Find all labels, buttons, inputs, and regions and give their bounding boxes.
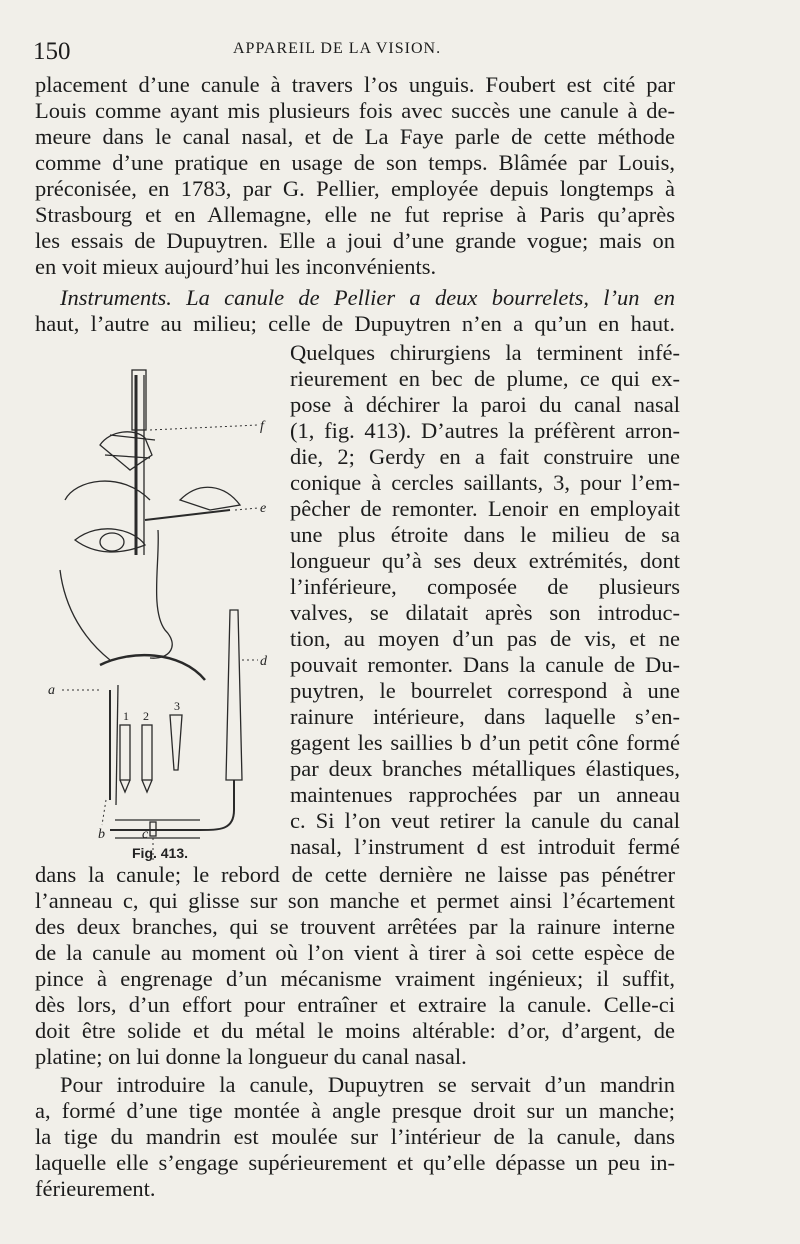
figure-number-1: 1 <box>123 709 129 723</box>
text-line: pince à engrenage d’un mécanisme vraiment ingénieux; il suffit, <box>35 966 675 991</box>
text-line: die, 2; Gerdy en a fait construire une <box>290 444 680 469</box>
text-line: en voit mieux aujourd’hui les inconvénients. <box>35 254 437 279</box>
text-line: pêcher de remonter. Lenoir en employait <box>290 496 680 521</box>
text-line: c. Si l’on veut retirer la canule du canal <box>290 808 680 833</box>
text-line: gagent les saillies b d’un petit cône formé <box>290 730 680 755</box>
figure-illustration <box>40 360 290 870</box>
page-header <box>33 36 673 66</box>
text-line: platine; on lui donne la longueur du canal nasal. <box>35 1044 467 1069</box>
text-line: comme d’une pratique en usage de son temps. Blâmée par Louis, <box>35 150 675 175</box>
text-line: l’anneau c, qui glisse sur son manche et permet ainsi l’écartement <box>35 888 675 913</box>
figure-label-e: e <box>260 501 267 516</box>
text-line: haut, l’autre au milieu; celle de Dupuytren n’en a qu’un en haut. <box>35 311 675 336</box>
figure-413 <box>40 360 290 870</box>
figure-label-c: c <box>142 827 149 842</box>
figure-label-f: f <box>260 419 264 434</box>
text-line: dans la canule; le rebord de cette dernière ne laisse pas pénétrer <box>35 862 675 887</box>
text-line: pouvait remonter. Dans la canule de Du- <box>290 652 680 677</box>
italic-heading: Instruments. La canule de Pellier a deux bourrelets, l’un en <box>60 285 675 310</box>
figure-label-a: a <box>48 683 55 698</box>
figure-label-d: d <box>260 654 267 669</box>
text-line: les essais de Dupuytren. Elle a joui d’une grande vogue; mais on <box>35 228 675 253</box>
text-line: doit être solide et du métal le moins altérable: d’or, d’argent, de <box>35 1018 675 1043</box>
text-line: rainure intérieure, dans laquelle s’en- <box>290 704 680 729</box>
text-line: puytren, le bourrelet correspond à une <box>290 678 680 703</box>
text-line: placement d’une canule à travers l’os unguis. Foubert est cité par <box>35 72 675 97</box>
text-line: meure dans le canal nasal, et de La Faye parle de cette méthode <box>35 124 675 149</box>
text-line: une plus étroite dans le milieu de sa <box>290 522 680 547</box>
text-line: de la canule au moment où l’on vient à tirer à soi cette espèce de <box>35 940 675 965</box>
text-line: longueur qu’à ses deux extrémités, dont <box>290 548 680 573</box>
text-line: pose à déchirer la paroi du canal nasal <box>290 392 680 417</box>
text-line: rieurement en bec de plume, ce qui ex- <box>290 366 680 391</box>
text-line-instruments <box>60 285 675 311</box>
text-line: Louis comme ayant mis plusieurs fois avec succès une canule à de- <box>35 98 675 123</box>
text-line: férieurement. <box>35 1176 156 1201</box>
text-line: tion, au moyen d’un pas de vis, et ne <box>290 626 680 651</box>
text-line: nasal, l’instrument d est introduit fermé <box>290 834 680 859</box>
text-line: laquelle elle s’engage supérieurement et qu’elle dépasse un peu in- <box>35 1150 675 1175</box>
figure-number-3: 3 <box>174 699 180 713</box>
figure-number-2: 2 <box>143 709 149 723</box>
text-line: Pour introduire la canule, Dupuytren se servait d’un mandrin <box>60 1072 675 1097</box>
text-line: dès lors, d’un effort pour entraîner et extraire la canule. Celle-ci <box>35 992 675 1017</box>
page-number: 150 <box>33 38 71 65</box>
text-line: Quelques chirurgiens la terminent infé- <box>290 340 680 365</box>
text-line: préconisée, en 1783, par G. Pellier, employée depuis longtemps à <box>35 176 675 201</box>
figure-label-b: b <box>98 827 105 842</box>
text-line: (1, fig. 413). D’autres la préfèrent arron- <box>290 418 680 443</box>
text-line: Strasbourg et en Allemagne, elle ne fut reprise à Paris qu’après <box>35 202 675 227</box>
text-line: valves, se dilatait après son introduc- <box>290 600 680 625</box>
text-line: a, formé d’une tige montée à angle presque droit sur un manche; <box>35 1098 675 1123</box>
text-line: l’inférieure, composée de plusieurs <box>290 574 680 599</box>
text-line: maintenues rapprochées par un anneau <box>290 782 680 807</box>
text-line: conique à cercles saillants, 3, pour l’em- <box>290 470 680 495</box>
figure-caption: Fig. 413. <box>132 845 189 861</box>
text-line: par deux branches métalliques élastiques, <box>290 756 680 781</box>
text-line: la tige du mandrin est moulée sur l’intérieur de la canule, dans <box>35 1124 675 1149</box>
running-title: APPAREIL DE LA VISION. <box>233 40 442 57</box>
text-line: des deux branches, qui se trouvent arrêtées par la rainure interne <box>35 914 675 939</box>
